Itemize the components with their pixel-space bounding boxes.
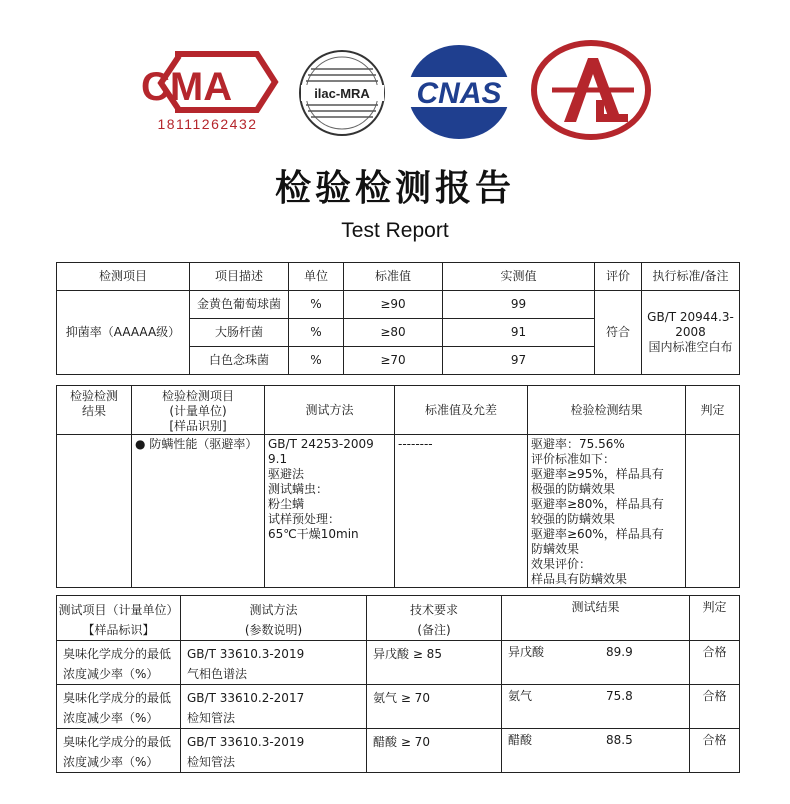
- header-line: (参数说明): [244, 623, 303, 637]
- method-line: 气相色谱法: [187, 667, 248, 681]
- table-row: [57, 291, 740, 319]
- result-line: 极强的防螨效果: [531, 482, 616, 496]
- bullet-icon: ●: [135, 437, 146, 451]
- header-line: [样品识别]: [169, 419, 227, 433]
- header-cell: 标准值: [344, 263, 443, 291]
- header-cell: 判定: [690, 596, 740, 641]
- header-cell: 判定: [686, 386, 740, 435]
- test-item-cell: 抑菌率（AAAAA级）: [57, 291, 190, 375]
- table-row: [57, 729, 740, 773]
- requirement-value: 醋酸 ≥ 70: [373, 735, 430, 749]
- odor-reduction-table: [56, 595, 740, 773]
- header-line: 测试方法: [249, 603, 298, 617]
- header-cell: 实测值: [443, 263, 595, 291]
- ilac-logo-text: ilac-MRA: [314, 86, 370, 101]
- unit-cell: %: [289, 291, 344, 319]
- result-value: 75.8: [606, 689, 633, 703]
- result-line: 驱避率≥80%，样品具有: [531, 497, 664, 511]
- antibacterial-table: [56, 262, 740, 375]
- result-line: 效果评价：: [531, 557, 592, 571]
- result-line: 较强的防螨效果: [531, 512, 616, 526]
- cnas-logo-text: CNAS: [416, 77, 502, 110]
- test-item-cell: [132, 435, 265, 588]
- header-cell: 单位: [289, 263, 344, 291]
- method-line: 试样预处理：: [268, 512, 341, 526]
- ilac-mra-logo: [295, 47, 390, 139]
- unit-cell: %: [289, 319, 344, 347]
- cnas-logo: [398, 45, 520, 140]
- header-cell: [367, 596, 502, 641]
- header-line: 检验检测项目: [161, 389, 234, 403]
- item-line: 浓度减少率（%）: [63, 667, 159, 681]
- accreditation-logos: [0, 0, 790, 150]
- table-header-row: [57, 263, 740, 291]
- result-cell: [502, 729, 690, 773]
- verdict-cell: 合格: [690, 685, 740, 729]
- method-line: GB/T 33610.2-2017: [187, 691, 305, 705]
- measured-value-cell: 91: [443, 319, 595, 347]
- test-item-cell: [57, 641, 181, 685]
- header-cell: 评价: [595, 263, 642, 291]
- method-line: 65℃干燥10min: [268, 527, 359, 541]
- result-cell: [502, 685, 690, 729]
- table-header-row: [57, 386, 740, 435]
- method-cell: [265, 435, 395, 588]
- measured-value-cell: 99: [443, 291, 595, 319]
- verdict-cell: 合格: [690, 641, 740, 685]
- tolerance-cell: [395, 435, 528, 588]
- table-row: [57, 641, 740, 685]
- result-name: 醋酸: [508, 733, 533, 747]
- method-cell: [181, 729, 367, 773]
- cma-number: 18111262432: [157, 116, 258, 132]
- result-cell: [528, 435, 686, 588]
- header-cell: 测试方法: [265, 386, 395, 435]
- result-value: 89.9: [606, 645, 633, 659]
- method-line: 9.1: [268, 452, 288, 466]
- method-line: 检知管法: [187, 711, 236, 725]
- unit-cell: %: [289, 347, 344, 375]
- report-subtitle: Test Report: [341, 219, 449, 242]
- header-line: 【样品标识】: [82, 623, 155, 637]
- description-cell: 大肠杆菌: [190, 319, 289, 347]
- header-line: 技术要求: [409, 603, 458, 617]
- requirement-value: 异戊酸 ≥ 85: [373, 647, 442, 661]
- header-cell: 检测项目: [57, 263, 190, 291]
- result-name: 异戊酸: [508, 645, 545, 659]
- method-cell: [181, 641, 367, 685]
- requirement-cell: [367, 729, 502, 773]
- header-line: 结果: [81, 404, 106, 418]
- requirement-cell: [367, 685, 502, 729]
- requirement-value: 氨气 ≥ 70: [373, 691, 430, 705]
- result-line: 评价标准如下：: [531, 452, 616, 466]
- empty-cell: [57, 435, 132, 588]
- mite-repellent-table: [56, 385, 740, 588]
- standard-line: 国内标准空白布: [648, 340, 733, 354]
- header-cell: [132, 386, 265, 435]
- description-cell: 金黄色葡萄球菌: [190, 291, 289, 319]
- standard-value-cell: ≥90: [344, 291, 443, 319]
- result-line: 样品具有防螨效果: [531, 572, 628, 586]
- al-logo: [530, 40, 652, 140]
- result-line: 驱避率≥95%，样品具有: [531, 467, 664, 481]
- header-line: (计量单位): [169, 404, 227, 418]
- header-line: 检验检测: [69, 389, 118, 403]
- header-cell: [57, 596, 181, 641]
- standard-value-cell: ≥70: [344, 347, 443, 375]
- verdict-cell: 合格: [690, 729, 740, 773]
- method-line: GB/T 24253-2009: [268, 437, 374, 451]
- header-cell: 测试结果: [502, 596, 690, 641]
- report-title: 检验检测报告: [274, 168, 515, 209]
- table-row: [57, 435, 740, 588]
- result-line: 防螨效果: [531, 542, 580, 556]
- requirement-cell: [367, 641, 502, 685]
- method-line: 粉尘螨: [268, 497, 305, 511]
- standard-line: GB/T 20944.3-2008: [647, 310, 734, 339]
- item-line: 浓度减少率（%）: [63, 755, 159, 769]
- test-item-cell: [57, 729, 181, 773]
- item-line: 臭味化学成分的最低: [63, 691, 172, 705]
- table-header-row: [57, 596, 740, 641]
- method-line: GB/T 33610.3-2019: [187, 735, 305, 749]
- table-row: [57, 685, 740, 729]
- item-line: 臭味化学成分的最低: [63, 735, 172, 749]
- header-line: (备注): [417, 623, 451, 637]
- verdict-cell: [686, 435, 740, 588]
- test-item-cell: [57, 685, 181, 729]
- header-cell: 执行标准/备注: [642, 263, 740, 291]
- cma-logo-text: CMA: [141, 65, 233, 109]
- description-cell: 白色念珠菌: [190, 347, 289, 375]
- tolerance-value: --------: [398, 437, 433, 451]
- cma-logo: [135, 50, 280, 138]
- result-value: 88.5: [606, 733, 633, 747]
- result-cell: [502, 641, 690, 685]
- item-line: 浓度减少率（%）: [63, 711, 159, 725]
- result-name: 氨气: [508, 689, 533, 703]
- method-line: 测试螨虫：: [268, 482, 329, 496]
- standard-value-cell: ≥80: [344, 319, 443, 347]
- result-line: 驱避率≥60%，样品具有: [531, 527, 664, 541]
- header-cell: [57, 386, 132, 435]
- header-line: 测试项目（计量单位）: [58, 603, 179, 617]
- standard-note-cell: [642, 291, 740, 375]
- method-line: 驱避法: [268, 467, 305, 481]
- item-line: 臭味化学成分的最低: [63, 647, 172, 661]
- method-cell: [181, 685, 367, 729]
- method-line: 检知管法: [187, 755, 236, 769]
- header-cell: [181, 596, 367, 641]
- test-item-label: 防螨性能（驱避率）: [149, 437, 258, 451]
- measured-value-cell: 97: [443, 347, 595, 375]
- header-cell: 项目描述: [190, 263, 289, 291]
- result-line: 驱避率：75.56%: [531, 437, 625, 451]
- method-line: GB/T 33610.3-2019: [187, 647, 305, 661]
- evaluation-cell: 符合: [595, 291, 642, 375]
- header-cell: 检验检测结果: [528, 386, 686, 435]
- header-cell: 标准值及允差: [395, 386, 528, 435]
